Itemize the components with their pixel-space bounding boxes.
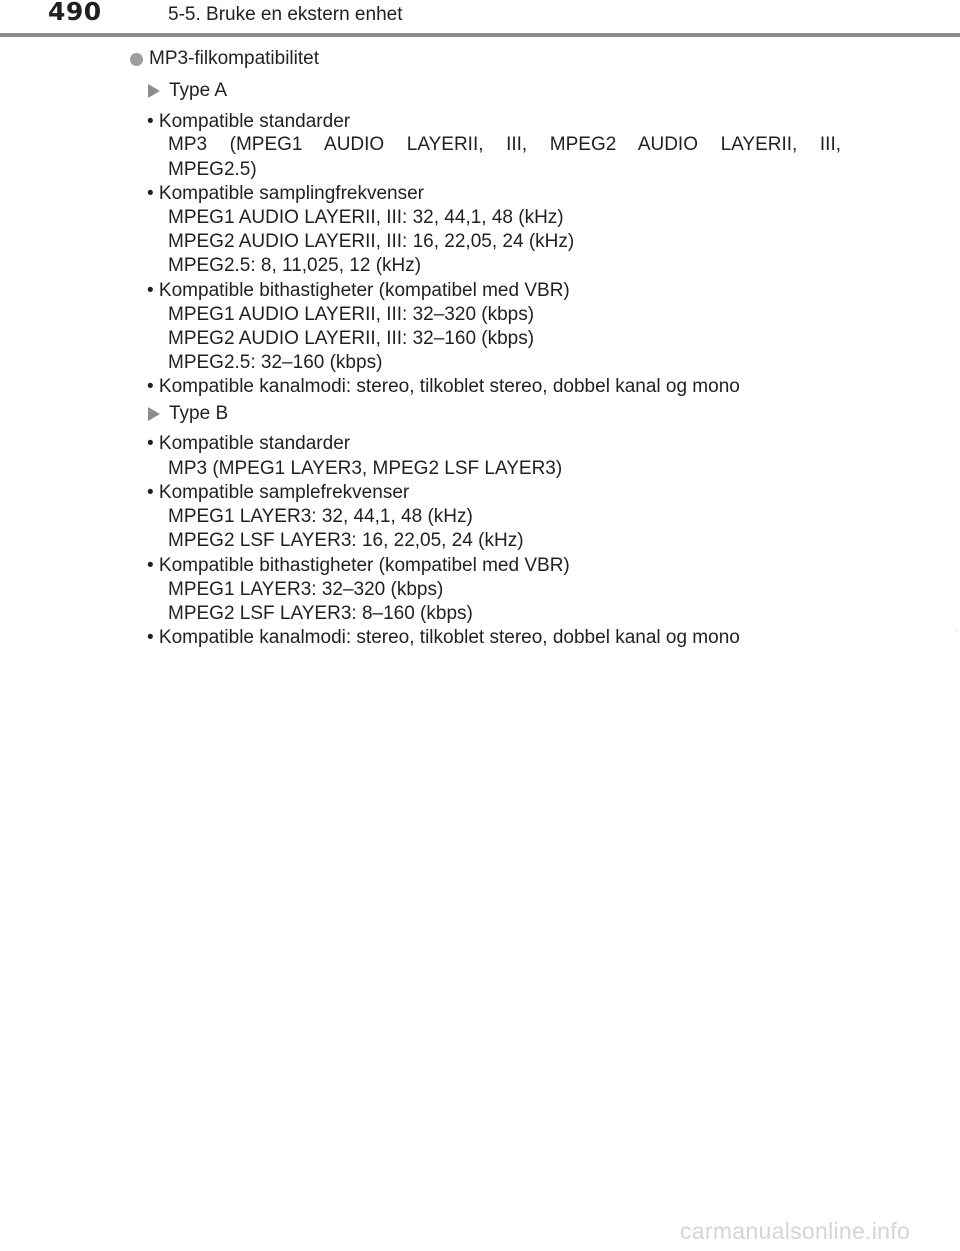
watermark: carmanualsonline.info	[680, 1218, 911, 1244]
list-item-detail: MPEG1 AUDIO LAYERII, III: 32–320 (kbps)	[168, 304, 535, 325]
list-item: • Kompatible bithastigheter (kompatibel med VBR)	[147, 280, 570, 301]
list-item: • Kompatible samplingfrekvenser	[147, 183, 425, 204]
list-item-detail: MPEG2.5)	[168, 159, 257, 180]
header-divider	[0, 33, 960, 37]
section-heading: MP3-filkompatibilitet	[149, 48, 319, 69]
list-item-detail: MPEG2 LSF LAYER3: 8–160 (kbps)	[168, 603, 473, 624]
subheading-type-a: Type A	[169, 80, 228, 101]
list-item-detail: MP3 (MPEG1 LAYER3, MPEG2 LSF LAYER3)	[168, 458, 563, 479]
list-item: • Kompatible standarder	[147, 111, 351, 132]
triangle-bullet-icon	[148, 84, 160, 98]
list-item-detail: MPEG1 AUDIO LAYERII, III: 32, 44,1, 48 (kHz)	[168, 207, 564, 228]
list-item: • Kompatible samplefrekvenser	[147, 482, 410, 503]
page-header	[0, 0, 960, 40]
subheading-type-b: Type B	[169, 403, 229, 424]
list-item-detail: MPEG2 AUDIO LAYERII, III: 32–160 (kbps)	[168, 328, 535, 349]
list-item-detail: MPEG1 LAYER3: 32, 44,1, 48 (kHz)	[168, 506, 473, 527]
list-item: • Kompatible bithastigheter (kompatibel med VBR)	[147, 555, 570, 576]
list-item-detail: MPEG2.5: 8, 11,025, 12 (kHz)	[168, 255, 422, 276]
section-title: 5-5. Bruke en ekstern enhet	[168, 4, 403, 25]
circle-bullet-icon	[130, 53, 143, 66]
triangle-bullet-icon	[148, 407, 160, 421]
list-item-detail: MPEG1 LAYER3: 32–320 (kbps)	[168, 579, 444, 600]
list-item-detail: MP3 (MPEG1 AUDIO LAYERII, III, MPEG2 AUDIO LAYERII, III,	[168, 134, 841, 155]
list-item-detail: MPEG2.5: 32–160 (kbps)	[168, 352, 383, 373]
list-item: • Kompatible standarder	[147, 433, 351, 454]
list-item-detail: MPEG2 AUDIO LAYERII, III: 16, 22,05, 24 (kHz)	[168, 231, 575, 252]
list-item: • Kompatible kanalmodi: stereo, tilkoblet stereo, dobbel kanal og mono	[147, 376, 740, 397]
list-item: • Kompatible kanalmodi: stereo, tilkoblet stereo, dobbel kanal og mono	[147, 627, 740, 648]
list-item-detail: MPEG2 LSF LAYER3: 16, 22,05, 24 (kHz)	[168, 530, 524, 551]
edge-mark: ·	[955, 625, 959, 636]
page-number: 490	[48, 0, 102, 26]
